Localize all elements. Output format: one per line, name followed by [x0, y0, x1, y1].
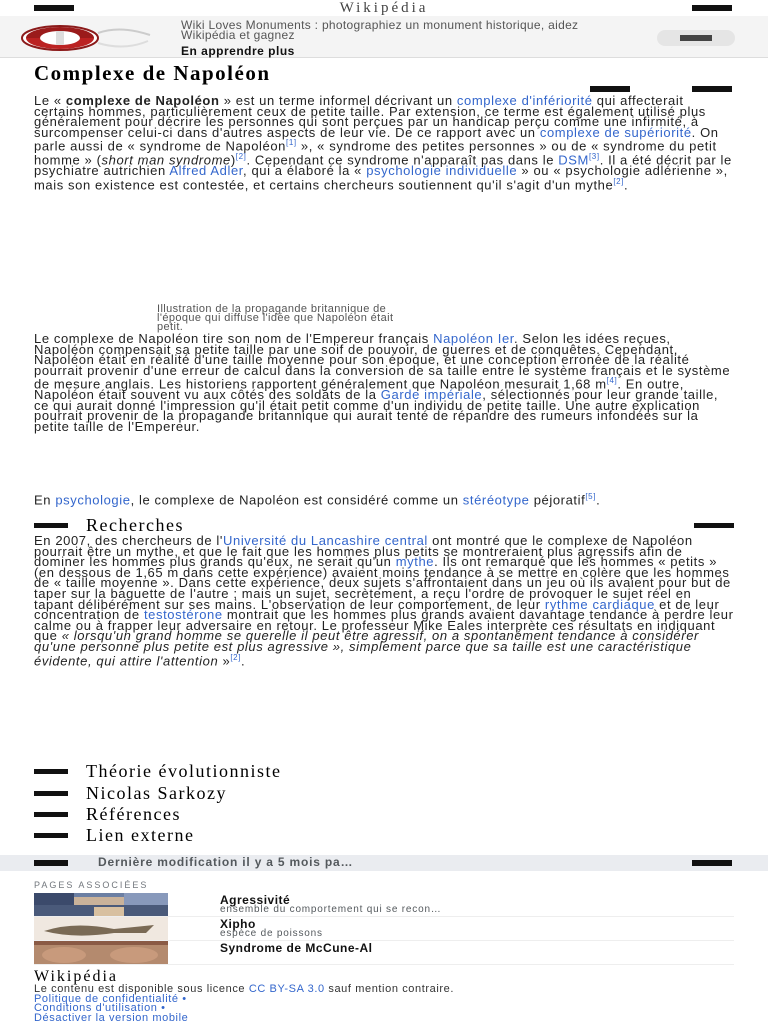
- expand-toggle-icon[interactable]: [34, 812, 68, 817]
- related-pages-heading: PAGES ASSOCIÉES: [34, 880, 149, 890]
- expand-toggle-icon[interactable]: [34, 791, 68, 796]
- last-modified-bar[interactable]: [0, 855, 768, 871]
- expand-toggle-icon[interactable]: [34, 769, 68, 774]
- inline-link[interactable]: complexe de supériorité: [539, 124, 692, 140]
- privacy-policy-link[interactable]: Politique de confidentialité •: [34, 992, 187, 1005]
- text-run: . Selon les idées reçues, Napoléon compensait sa petite taille par une soif de pouvoir, de guerres et de conquêtes. Cependant, Napoléon était en réalité d'une taille moyenne pour son époque, et une conception erronée de la réalité pourrait provenir d'une erreur de calcul dans la conversion de sa taille entre le système français et le système de mesure anglais. Les historiens rapportent généralement que Napoléon mesurait 1,68 m: [34, 331, 731, 392]
- text-run: . En outre, Napoléon était souvent vu aux côtés des soldats de la: [34, 376, 684, 403]
- banner-close-button[interactable]: [657, 30, 735, 46]
- section-heading-theorie-evolutionniste[interactable]: [34, 763, 734, 779]
- text-run: , qui a élaboré la «: [243, 163, 367, 179]
- inline-link[interactable]: psychologie: [55, 492, 131, 508]
- citation-link[interactable]: [2]: [235, 152, 247, 162]
- clock-icon: [34, 860, 68, 866]
- text-run: . Cependant ce syndrome n'apparaît pas dans le: [246, 152, 559, 168]
- footer-wikipedia-wordmark: Wikipédia: [34, 968, 118, 985]
- inline-link[interactable]: mythe: [395, 554, 435, 570]
- wiki-loves-monuments-logo: [20, 23, 155, 53]
- banner-learn-more-link[interactable]: En apprendre plus: [181, 44, 295, 58]
- chevron-right-icon: [692, 860, 732, 866]
- related-page-title: Xipho: [220, 917, 256, 931]
- text-run: péjoratif: [529, 492, 586, 508]
- search-icon[interactable]: [692, 5, 732, 11]
- text-run: En 2007, des chercheurs de l': [34, 533, 223, 548]
- section-heading-nicolas-sarkozy[interactable]: [34, 785, 734, 801]
- last-modified-text[interactable]: Dernière modification il y a 5 mois pa…: [98, 855, 354, 869]
- section-title: Théorie évolutionniste: [86, 761, 282, 781]
- license-text: sauf mention contraire.: [324, 983, 455, 995]
- text-run: , le complexe de Napoléon est considéré comme un: [130, 492, 463, 508]
- text-run: montrait que les hommes plus grands avaient davantage tendance à perdre leur calme ou à frapper leur adversaire en retour. Le professeur Mike Eales interprète ces résultats en indiquant que: [34, 607, 734, 644]
- related-thumbnail: [34, 941, 168, 964]
- article-intro: [34, 93, 734, 193]
- edit-icon[interactable]: [692, 86, 732, 92]
- text-run: . Il a été décrit par le psychiatre autrichien: [34, 152, 732, 179]
- related-page-title: Syndrome de McCune-Al: [220, 941, 373, 955]
- inline-link[interactable]: DSM: [558, 152, 589, 168]
- inline-link[interactable]: psychologie individuelle: [366, 163, 518, 179]
- inline-link[interactable]: testostérone: [143, 607, 223, 623]
- banner-text: Wiki Loves Monuments : photographiez un monument historique, aidez Wikipédia et gagnez: [181, 18, 579, 42]
- text-run: » est un terme informel décrivant un: [219, 93, 457, 108]
- page-title: Complexe de Napoléon: [34, 61, 271, 85]
- top-bar: [0, 0, 768, 16]
- footer-license: [34, 985, 734, 1023]
- text-run: qui affecterait certains hommes, particulièrement ceux de petite taille. Par extension, ce terme est également utilisé plus généralement pour décrire les personnes qui sont perçues par un handicap perçu comme une infirmité, à surcompenser celui-ci dans d'autres aspects de leur vie. De ce rapport avec un: [34, 93, 706, 140]
- related-thumbnail: [34, 893, 168, 916]
- citation-link[interactable]: [2]: [230, 652, 242, 662]
- related-thumbnail: [34, 917, 168, 940]
- inline-link[interactable]: Garde impériale: [380, 387, 483, 403]
- expand-toggle-icon[interactable]: [34, 833, 68, 838]
- text-run: »: [218, 652, 231, 668]
- image-caption: Illustration de la propagande britannique de l'époque qui diffuse l'idée que Napoléon était petit.: [157, 303, 394, 333]
- section-title: Recherches: [86, 515, 184, 535]
- wikipedia-wordmark[interactable]: Wikipédia: [339, 0, 429, 16]
- citation-link[interactable]: [1]: [286, 138, 297, 148]
- section-title: Références: [86, 804, 181, 824]
- section-heading-recherches[interactable]: [34, 517, 734, 533]
- article-paragraph: [34, 331, 734, 435]
- citation-link[interactable]: [4]: [606, 376, 618, 386]
- text-run: .: [624, 177, 629, 193]
- license-link[interactable]: CC BY-SA 3.0: [248, 983, 325, 995]
- related-page-description: espèce de poissons: [220, 928, 323, 939]
- inline-link[interactable]: Alfred Adler: [169, 163, 244, 179]
- text-run: ): [230, 152, 236, 168]
- license-text: Le contenu est disponible sous licence: [34, 983, 249, 995]
- text-run: Le complexe de Napoléon tire son nom de l'Empereur français: [34, 331, 434, 346]
- text-run: short man syndrome: [101, 152, 231, 168]
- related-page-item[interactable]: [34, 893, 734, 917]
- disable-mobile-link[interactable]: Désactiver la version mobile: [34, 1011, 189, 1024]
- text-run: et de leur concentration de: [34, 596, 720, 623]
- text-run: . On parle aussi de « syndrome de Napoléon: [34, 124, 719, 154]
- text-run: , sélectionnés pour leur grande taille, ce qui aurait donné l'impression qu'il était petit comme d'un individu de petite taille. Une autre explication pourrait provenir de la propagande britannique qui aurait tenté de répandre des rumeurs infondées sur la petite taille de l'Empereur.: [34, 387, 719, 435]
- text-run: » ou « psychologie adlérienne », mais son existence est contestée, et certains chercheurs soutiennent qu'il s'agit d'un mythe: [34, 163, 728, 193]
- related-page-title: Agressivité: [220, 893, 291, 907]
- related-page-item[interactable]: [34, 917, 734, 941]
- text-run: », « syndrome des petites personnes » ou de « syndrome du petit homme » (: [34, 138, 717, 168]
- article-paragraph: [34, 492, 734, 506]
- inline-link[interactable]: Université du Lancashire central: [223, 533, 428, 548]
- section-heading-references[interactable]: [34, 806, 734, 822]
- text-run: .: [241, 652, 246, 668]
- section-heading-lien-externe[interactable]: [34, 827, 734, 843]
- text-run: ont montré que le complexe de Napoléon pourrait être un mythe, et que le fait que les hommes plus petits se montreraient plus agressifs afin de dominer les hommes plus grands qu'eux, ne serait qu'un: [34, 533, 693, 570]
- section-body-recherches: [34, 533, 734, 668]
- text-run: En: [34, 492, 56, 508]
- language-icon[interactable]: [590, 86, 630, 92]
- inline-link[interactable]: stéréotype: [462, 492, 530, 508]
- citation-link[interactable]: [5]: [585, 492, 597, 501]
- citation-link[interactable]: [3]: [588, 152, 600, 162]
- related-page-description: ensemble du comportement qui se recon…: [220, 904, 442, 915]
- inline-link[interactable]: Napoléon Ier: [433, 331, 514, 346]
- text-run: .: [596, 492, 601, 508]
- inline-link[interactable]: rythme cardiaque: [544, 596, 655, 612]
- inline-link[interactable]: complexe d'infériorité: [456, 93, 593, 108]
- citation-link[interactable]: [2]: [613, 176, 625, 186]
- section-title: Nicolas Sarkozy: [86, 783, 227, 803]
- text-run: « lorsqu'un grand homme se querelle il peut être agressif, on a spontanément tendance à considérer qu'une personne plus petite est plus agressive », simplement parce que sa taille est une caractéristique évidente, qui attire l'attention: [34, 628, 699, 668]
- terms-of-use-link[interactable]: Conditions d'utilisation •: [34, 1002, 166, 1014]
- campaign-banner[interactable]: [0, 16, 768, 58]
- text-run: Le «: [34, 93, 66, 108]
- edit-icon[interactable]: [694, 523, 734, 528]
- section-title: Lien externe: [86, 825, 195, 845]
- related-page-item[interactable]: [34, 941, 734, 965]
- text-run: . Ils ont remarqué que les hommes « petits » (en dessous de 1,65 m dans cette expérience) avaient moins tendance à se mettre en colère que les hommes de « taille moyenne ». Dans cette expérience, deux sujets s'affrontaient dans un jeu où ils avaient pour but de taper sur la baguette de l'autre ; mais un sujet, secrètement, a reçu l'ordre de provoquer le sujet réel en tapant délibérément sur ses mains. L'observation de leur comportement, de leur: [34, 554, 731, 612]
- text-run: complexe de Napoléon: [65, 93, 220, 108]
- collapse-toggle-icon[interactable]: [34, 523, 68, 528]
